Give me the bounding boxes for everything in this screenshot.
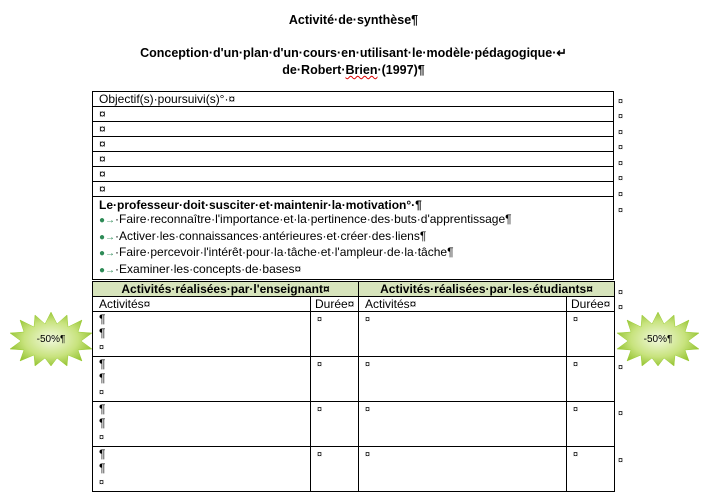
teacher-duration-cell[interactable]: ¤ xyxy=(311,402,359,447)
teacher-activities-column-label[interactable]: Activités¤ xyxy=(93,297,311,312)
student-duration-cell[interactable]: ¤ xyxy=(567,357,615,402)
objectives-label[interactable]: Objectif(s)·poursuivi(s)°·¤ xyxy=(93,92,614,107)
motivation-item xyxy=(99,212,613,229)
motivation-item xyxy=(99,262,613,279)
bullet-icon: ●→ xyxy=(99,215,116,226)
student-duration-cell[interactable]: ¤ xyxy=(567,402,615,447)
motivation-cell[interactable] xyxy=(93,197,614,280)
table-row xyxy=(93,447,615,492)
student-activity-cell[interactable]: ¤ xyxy=(359,402,567,447)
motivation-item-text: ·Faire·reconnaître·l'importance·et·la·pertinence·des·buts·d'apprentissage¶ xyxy=(115,212,512,226)
row-end-mark: ¤ xyxy=(618,96,624,106)
discount-badge-text: -50%¶ xyxy=(643,333,673,345)
document-subtitle-line1: Conception·d'un·plan·d'un·cours·en·utilisant·le·modèle·pédagogique·↵ xyxy=(140,46,567,60)
table-row xyxy=(93,357,615,402)
motivation-item-text: ·Activer·les·connaissances·antérieures·et·créer·des·liens¶ xyxy=(115,228,427,243)
bullet-icon: ●→ xyxy=(99,231,116,243)
student-activities-header[interactable]: Activités·réalisées·par·les·étudiants¤ xyxy=(359,282,615,297)
row-end-mark: ¤ xyxy=(618,158,624,168)
cell-mark: ¤ xyxy=(99,387,105,397)
discount-badge-text: -50%¶ xyxy=(36,333,66,345)
motivation-item-text: ·Examiner·les·concepts·de·bases¤ xyxy=(115,261,302,276)
teacher-duration-cell[interactable]: ¤ xyxy=(311,447,359,492)
table-row xyxy=(93,312,615,357)
table-row xyxy=(93,402,615,447)
row-end-mark: ¤ xyxy=(618,189,624,199)
objective-row[interactable]: ¤ xyxy=(93,152,614,167)
pilcrow: ¶ xyxy=(99,357,106,371)
cell-mark: ¤ xyxy=(99,342,105,352)
teacher-duration-column-label[interactable]: Durée¤ xyxy=(311,297,359,312)
row-end-mark: ¤ xyxy=(618,455,624,465)
teacher-duration-cell[interactable]: ¤ xyxy=(311,312,359,357)
discount-badge-right xyxy=(616,311,700,367)
row-end-mark: ¤ xyxy=(618,408,624,418)
objective-row[interactable]: ¤ xyxy=(93,122,614,137)
motivation-item-text: ·Faire·percevoir·l'intérêt·pour·la·tâche·et·l'ampleur·de·la·tâche¶ xyxy=(115,245,454,259)
row-end-mark: ¤ xyxy=(618,302,624,312)
student-activities-column-label[interactable]: Activités¤ xyxy=(359,297,567,312)
pilcrow: ¶ xyxy=(99,416,106,430)
student-activity-cell[interactable]: ¤ xyxy=(359,357,567,402)
objective-row[interactable]: ¤ xyxy=(93,167,614,182)
teacher-activity-cell[interactable] xyxy=(93,357,311,402)
teacher-duration-cell[interactable]: ¤ xyxy=(311,357,359,402)
document-subtitle-line2 xyxy=(0,63,707,77)
teacher-activity-cell[interactable] xyxy=(93,402,311,447)
row-end-mark: ¤ xyxy=(618,142,624,152)
subtitle-prefix: de·Robert· xyxy=(282,63,346,77)
cell-mark: ¤ xyxy=(99,477,105,487)
row-end-mark: ¤ xyxy=(618,111,624,121)
cell-mark: ¤ xyxy=(99,432,105,442)
student-duration-column-label[interactable]: Durée¤ xyxy=(567,297,615,312)
motivation-item xyxy=(99,245,613,262)
objective-row[interactable]: ¤ xyxy=(93,182,614,197)
pilcrow: ¶ xyxy=(99,447,106,461)
bullet-icon: ●→ xyxy=(99,264,116,276)
activities-table xyxy=(92,281,615,492)
student-duration-cell[interactable]: ¤ xyxy=(567,447,615,492)
teacher-activity-cell[interactable] xyxy=(93,447,311,492)
subtitle-suffix: ·(1997)¶ xyxy=(377,63,425,77)
objectives-table xyxy=(92,91,614,280)
row-end-mark: ¤ xyxy=(618,205,624,215)
pilcrow: ¶ xyxy=(99,326,106,340)
objective-row[interactable]: ¤ xyxy=(93,107,614,122)
pilcrow: ¶ xyxy=(99,312,106,326)
subtitle-author-name: Brien xyxy=(345,63,378,77)
pilcrow: ¶ xyxy=(99,371,106,385)
bullet-icon: ●→ xyxy=(99,248,116,259)
row-end-mark: ¤ xyxy=(618,173,624,183)
student-duration-cell[interactable]: ¤ xyxy=(567,312,615,357)
teacher-activities-header[interactable]: Activités·réalisées·par·l'enseignant¤ xyxy=(93,282,359,297)
student-activity-cell[interactable]: ¤ xyxy=(359,312,567,357)
pilcrow: ¶ xyxy=(99,461,106,475)
document-title: Activité·de·synthèse¶ xyxy=(288,13,419,27)
row-end-mark: ¤ xyxy=(618,127,624,137)
discount-badge-left xyxy=(9,311,93,367)
motivation-item xyxy=(99,229,613,246)
pilcrow: ¶ xyxy=(99,402,106,416)
teacher-activity-cell[interactable] xyxy=(93,312,311,357)
row-end-mark: ¤ xyxy=(618,287,624,297)
student-activity-cell[interactable]: ¤ xyxy=(359,447,567,492)
motivation-heading: Le·professeur·doit·susciter·et·maintenir·la·motivation°·¶ xyxy=(99,198,422,212)
objective-row[interactable]: ¤ xyxy=(93,137,614,152)
row-end-mark: ¤ xyxy=(618,362,624,372)
